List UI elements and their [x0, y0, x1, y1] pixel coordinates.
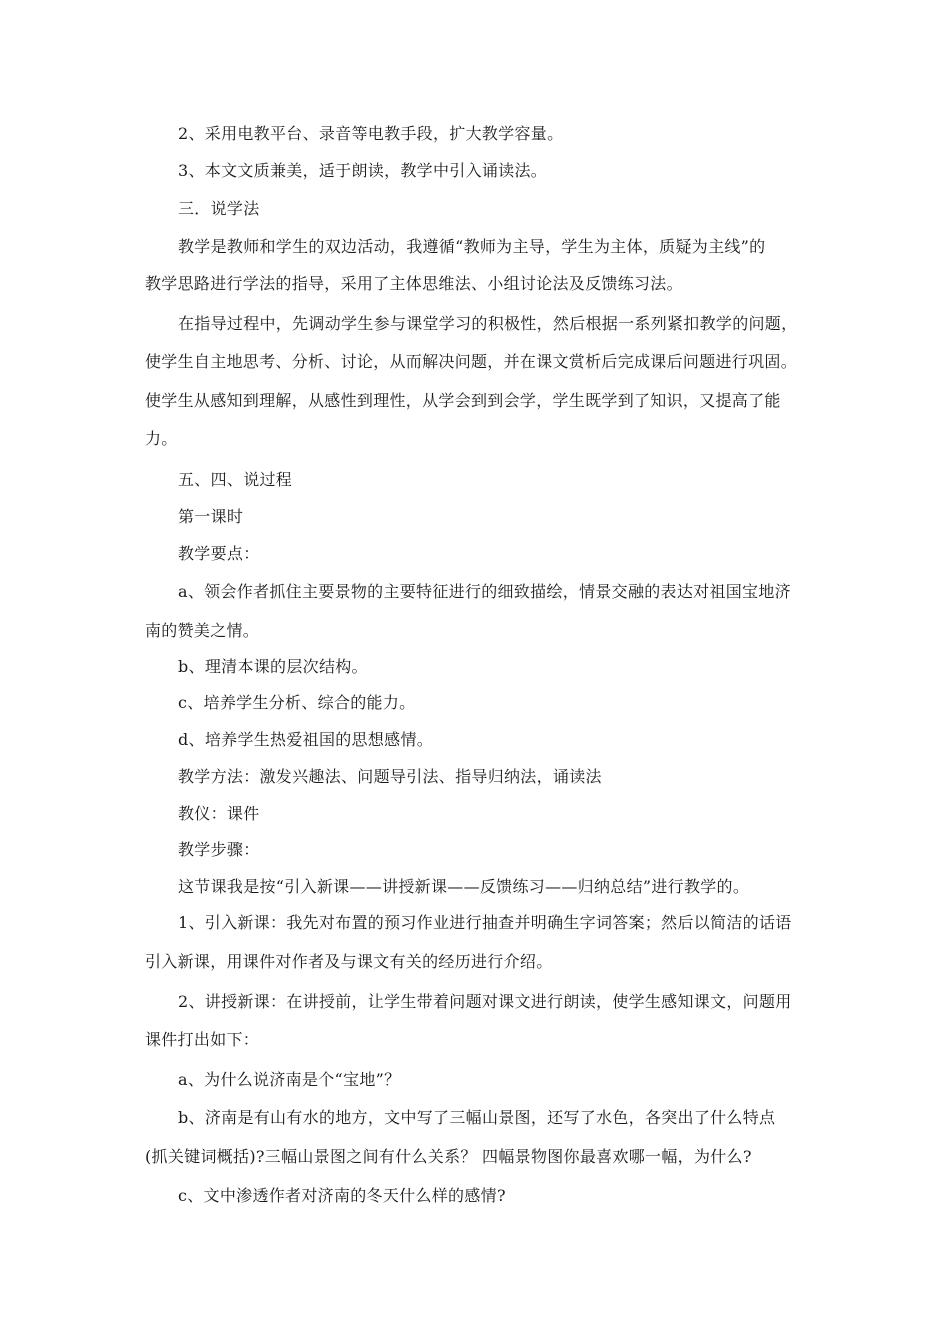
- text-line: 使学生自主地思考、分析、讨论，从而解决问题，并在课文赏析后完成课后问题进行巩固。: [145, 352, 798, 371]
- section-heading: 五、四、说过程: [178, 470, 293, 489]
- text-line: 3、本文文质兼美，适于朗读，教学中引入诵读法。: [178, 161, 548, 180]
- text-line: a、为什么说济南是个“宝地”？: [178, 1070, 401, 1089]
- text-line: 这节课我是按“引入新课——讲授新课——反馈练习——归纳总结”进行教学的。: [178, 877, 750, 896]
- text-line: 2、讲授新课：在讲授前，让学生带着问题对课文进行朗读，使学生感知课文，问题用: [178, 992, 792, 1011]
- text-line: b、济南是有山有水的地方，文中写了三幅山景图，还写了水色，各突出了什么特点: [178, 1108, 776, 1127]
- text-line: 南的赞美之情。: [145, 621, 260, 640]
- text-line: c、培养学生分析、综合的能力。: [178, 693, 416, 712]
- text-line: 力。: [145, 429, 178, 448]
- text-line: 教学是教师和学生的双边活动，我遵循“教师为主导，学生为主体，质疑为主线”的: [178, 237, 766, 256]
- text-line: 教学步骤：: [178, 840, 260, 859]
- text-line: 教学要点：: [178, 544, 260, 563]
- text-line: (抓关键词概括)?三幅山景图之间有什么关系？ 四幅景物图你最喜欢哪一幅，为什么?: [145, 1147, 752, 1166]
- text-line: 引入新课，用课件对作者及与课文有关的经历进行介绍。: [145, 952, 553, 971]
- text-line: c、文中渗透作者对济南的冬天什么样的感情?: [178, 1186, 506, 1205]
- text-line: d、培养学生热爱祖国的思想感情。: [178, 730, 434, 749]
- text-line: 教仪：课件: [178, 804, 260, 823]
- text-line: 2、采用电教平台、录音等电教手段，扩大教学容量。: [178, 124, 564, 143]
- text-line: 课件打出如下：: [145, 1030, 260, 1049]
- section-heading: 三．说学法: [178, 199, 260, 218]
- text-line: 使学生从感知到理解，从感性到理性，从学会到到会学，学生既学到了知识，又提高了能: [145, 391, 781, 410]
- text-line: b、理清本课的层次结构。: [178, 657, 368, 676]
- text-line: 教学方法：激发兴趣法、问题导引法、指导归纳法，诵读法: [178, 767, 602, 786]
- text-line: 在指导过程中，先调动学生参与课堂学习的积极性，然后根据一系列紧扣教学的问题，: [178, 314, 798, 333]
- text-line: 第一课时: [178, 507, 244, 526]
- text-line: 1、引入新课：我先对布置的预习作业进行抽查并明确生字词答案；然后以简洁的话语: [178, 913, 792, 932]
- text-line: a、领会作者抓住主要景物的主要特征进行的细致描绘，情景交融的表达对祖国宝地济: [178, 582, 791, 601]
- text-line: 教学思路进行学法的指导，采用了主体思维法、小组讨论法及反馈练习法。: [145, 274, 683, 293]
